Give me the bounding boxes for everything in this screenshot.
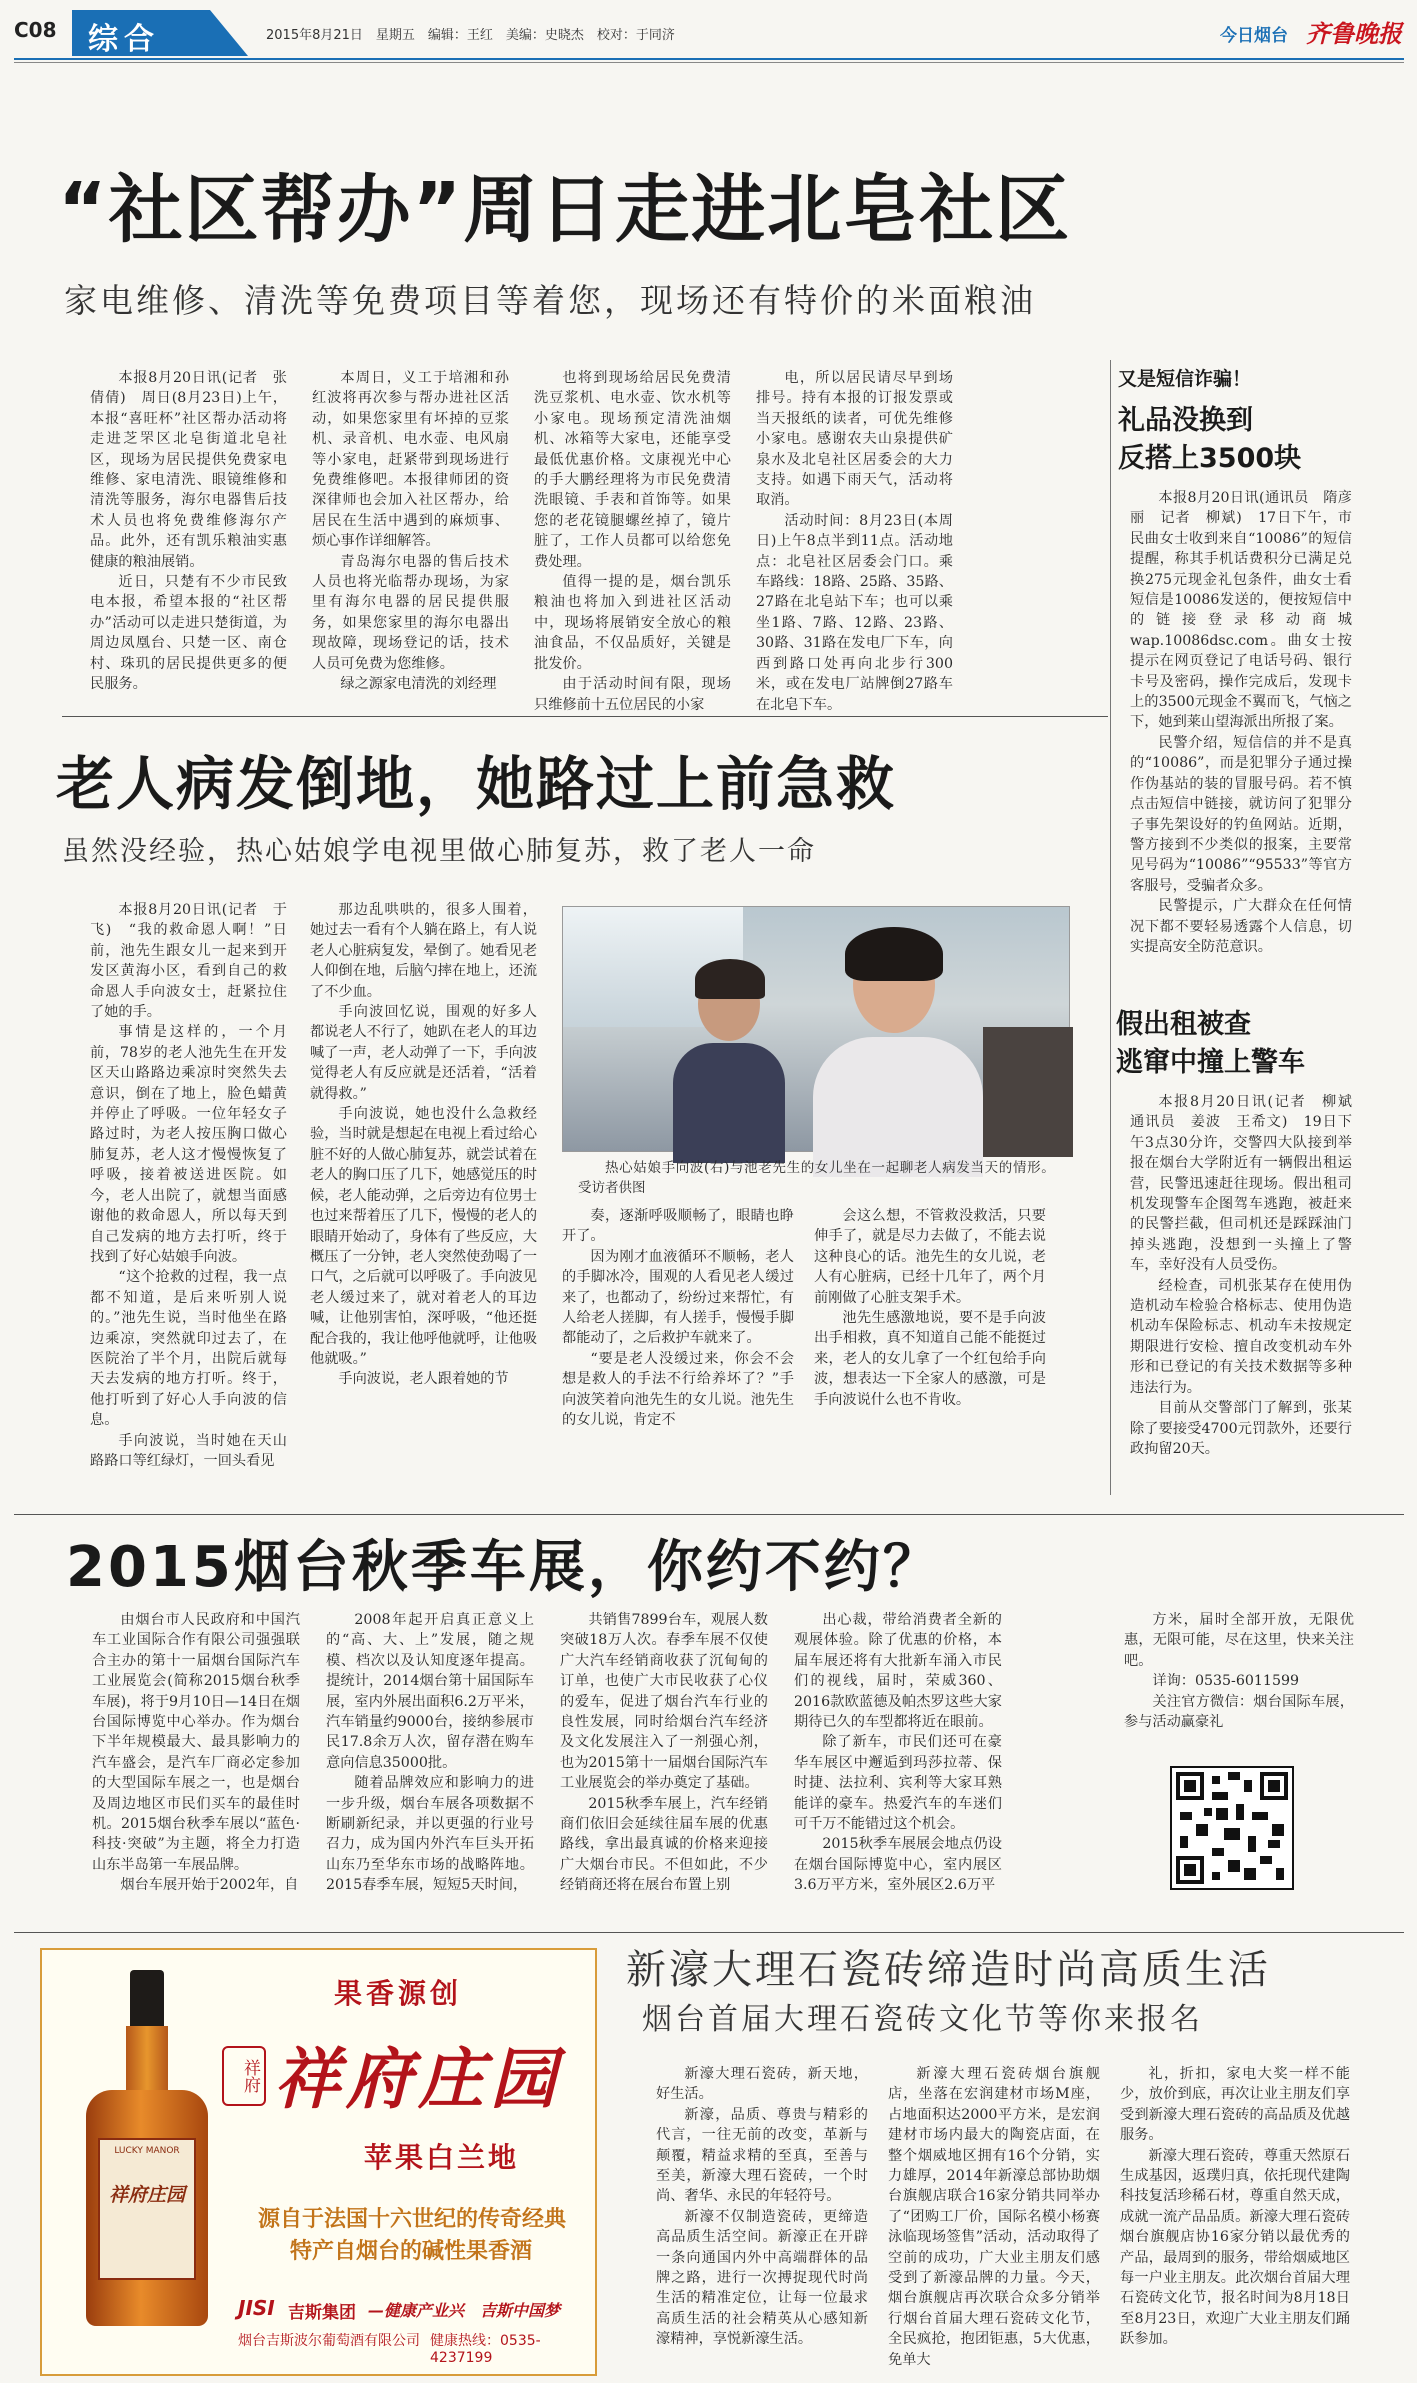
article1-col3: 也将到现场给居民免费清洗豆浆机、电水壶、饮水机等小家电。现场预定清洗油烟机、冰箱等大家电，还能享受最低优惠价格。文康视光中心的手大鹏经理将为市民免费清洗眼镜、手表和首饰等。如果您的老花镜腿螺丝掉了，镜片脏了，工作人员都可以给您免费处理。 值得一提的是，烟台凯乐粮油也将加入到进社区活动中，现场将展销安全放心的粮油食品，不仅品质好，关键是批发价。 由于活动时间有限，现场只维修前十五位居民的小家 (534, 370, 731, 713)
sidebar1-text: 本报8月20日讯(通讯员 隋彦丽 记者 柳斌) 17日下午，市民曲女士收到来自“10086”的短信提醒，称其手机话费积分已满足兑换275元现金礼包条件，曲女士看短信是10086发送的，便按短信中的链接登录移动商城wap.10086dsc.com。曲女士按提示在网页登记了电话号码、银行卡号及密码，操作完成后，发现卡上的3500元现金不翼而飞，气恼之下，她到莱山望海派出所报了案。 民警介绍，短信信的并不是真的“10086”，而是犯罪分子通过操作伪基站的装的冒服号码。若不慎点击短信中链接，就访问了犯罪分子事先架设好的钓鱼网站。近期，警方接到不少类似的报案，主要常见号码为“10086”“95533”等官方客服号，受骗者众多。 民警提示，广大群众在任何情况下都不要轻易透露个人信息，切实提高安全防范意识。 (1130, 490, 1352, 955)
sidebar2-title-2: 逃窜中撞上警车 (1116, 1047, 1305, 1078)
ad-bottle (72, 1970, 222, 2326)
article4-subtitle: 烟台首届大理石瓷砖文化节等你来报名 (642, 2002, 1203, 2037)
article2-subtitle: 虽然没经验，热心姑娘学电视里做心肺复苏，救了老人一命 (62, 836, 816, 867)
section-title: 综合 (88, 22, 160, 57)
ad-company: 吉斯集团 (288, 2303, 356, 2323)
header-rule (14, 58, 1404, 60)
article3-col1: 由烟台市人民政府和中国汽车工业国际合作有限公司强强联合主办的第十一届烟台国际汽车工业展览会(简称2015烟台秋季车展)，将于9月10日—14日在烟台国际博览中心举办。作为烟台下半年规模最大、最具影响力的汽车盛会，是汽车厂商必定参加的大型国际车展之一，也是烟台及周边地区市民们买车的最佳时机。2015烟台秋季车展以“蓝色·科技·突破”为主题，将全力打造山东半岛第一车展品牌。 烟台车展开始于2002年，自 (92, 1612, 300, 1894)
article3-col2: 2008年起开启真正意义上的“高、大、上”发展，随之规模、档次以及认知度逐年提高。提统计，2014烟台第十届国际车展，室内外展出面积6.2万平米，汽车销量约9000台，接纳参展市民17.8余万人次，留存潜在购车意向信息35000批。 随着品牌效应和影响力的进一步升级，烟台车展各项数据不断刷新纪录，并以更强的行业号召力，成为国内外汽车巨头开拓山东乃至华东市场的战略阵地。2015春季车展，短短5天时间， (326, 1612, 534, 1894)
article2-col1: 本报8月20日讯(记者 于飞) “我的救命恩人啊！”日前，池先生跟女儿一起来到开发区黄海小区，看到自己的救命恩人手向波女士，赶紧拉住了她的手。 事情是这样的，一个月前，78岁的老人池先生在开发区天山路路边乘凉时突然失去意识，倒在了地上，脸色蜡黄并停止了呼吸。一位年轻女子路过时，为老人按压胸口做心肺复苏，老人这才慢慢恢复了呼吸，接着被送进医院。如今，老人出院了，就想当面感谢他的救命恩人，所以每天到自己发病的地方去打听，终于找到了好心姑娘手向波。 “这个抢救的过程，我一点都不知道，是后来听别人说的。”池先生说，当时他坐在路边乘凉，突然就印过去了，在医院治了半个月，出院后就每天去发病的地方打听。终于，他打听到了好心人手向波的信息。 手向波说，当时她在天山路路口等红绿灯，一回头看见 (90, 902, 287, 1469)
brand-logo: 齐鲁晚报 (1306, 19, 1402, 48)
article3-title: 2015烟台秋季车展，你约不约？ (66, 1535, 942, 1600)
article4-col1: 新濠大理石瓷砖，新天地，好生活。 新濠，品质、尊贵与精彩的代言，一往无前的改变，革新与颠覆，精益求精的至真，至善与至美，新濠大理石瓷砖，一个时尚、奢华、永民的年轻符号。 新濠不仅制造瓷砖，更缔造高品质生活空间。新濠正在开辟一条向通国内外中高端群体的品牌之路，进行一次搏捉现代时尚生活的精准定位，让每一位最求高质生活的社会精英从心感知新濠精神，享悦新濠生活。 (656, 2066, 868, 2348)
channel-label: 今日烟台 (1220, 26, 1288, 46)
article2-title: 老人病发倒地，她路过上前急救 (56, 750, 897, 818)
article2-col4: 会这么想，不管救没救活，只要伸手了，就是尽力去做了，不能去说这种良心的话。池先生的女儿说，老人有心脏病，已经十几年了，两个月前刚做了心脏支架手术。 池先生感激地说，要不是手向波出手相救，真不知道自己能不能挺过来，老人的女儿拿了一个红包给手向波，想表达一下全家人的感激，可是手向波说什么也不肯收。 (814, 1208, 1046, 1408)
article1-col2: 本周日，义工于培湘和孙红波将再次参与帮办进社区活动，如果您家里有坏掉的豆浆机、录音机、电水壶、电风扇等小家电，赶紧带到现场进行免费维修吧。本报律师团的资深律师也会加入社区帮办，给居民在生活中遇到的麻烦事、烦心事作详细解答。 青岛海尔电器的售后技术人员也将光临帮办现场，为家里有海尔电器的居民提供服务，如果您家里的海尔电器出现故障，现场登记的话，技术人员可免费为您维修。 绿之源家电清洗的刘经理 (312, 370, 509, 693)
ad-logo-text: 祥府庄园 (274, 2040, 562, 2118)
qr-code (1170, 1766, 1294, 1890)
ad-slogan-1: 源自于法国十六世纪的传奇经典 (258, 2207, 567, 2232)
sidebar1-kicker: 又是短信诈骗！ (1118, 368, 1252, 390)
ad-bottle-name: 祥府庄园 (108, 2184, 185, 2206)
divider-a1 (62, 716, 1108, 717)
divider-a3 (14, 1932, 1404, 1933)
header-rule-thin (14, 62, 1404, 63)
ad-hotline: 健康热线：0535-4237199 (430, 2333, 541, 2366)
article4-title: 新濠大理石瓷砖缔造时尚高质生活 (626, 1947, 1271, 1993)
sidebar2-text: 本报8月20日讯(记者 柳斌 通讯员 姜波 王希文) 19日下午3点30分许，交警四大队接到举报在烟台大学附近有一辆假出租运营，民警迅速赶往现场。假出租司机发现警车企图驾车逃跑，被赶来的民警拦截，但司机还是踩踩油门掉头逃跑，没想到一头撞上了警车，幸好没有人员受伤。 经检查，司机张某存在使用伪造机动车检验合格标志、使用伪造机动车保险标志、机动车未按规定期限进行安检、擅自改变机动车外形和已登记的有关技术数据等多种违法行为。 目前从交警部门了解到，张某除了要接受4700元罚款外，还要行政拘留20天。 (1130, 1094, 1367, 1457)
page-number: C08 (14, 18, 57, 42)
ad-product: 苹果白兰地 (364, 2141, 520, 2174)
ad-slogan-2: 特产自烟台的碱性果香酒 (290, 2239, 533, 2264)
sidebar1-title-2: 反搭上3500块 (1118, 443, 1302, 474)
ad-seal: 祥府 (222, 2046, 266, 2106)
header-meta: 2015年8月21日 星期五 编辑：王红 美编：史晓杰 校对：于同济 (266, 28, 675, 43)
ad-bottle-label: LUCKY MANOR (114, 2146, 180, 2156)
divider-a2 (14, 1514, 1404, 1515)
article1-col1: 本报8月20日讯(记者 张倩倩) 周日(8月23日)上午，本报“喜旺杯”社区帮办活动将走进芝罘区北皂街道北皂社区，现场为居民提供免费家电维修、家电清洗、眼镜维修和清洗等服务，海尔电器售后技术人员也将免费维修海尔产品。此外，还有凯乐粮油实惠健康的粮油展销。 近日，只楚有不少市民致电本报，希望本报的“社区帮办”活动可以走进只楚街道，为周边凤凰台、只楚一区、南仓村、珠玑的居民提供更多的便民服务。 (90, 370, 287, 693)
article3-col4: 出心裁，带给消费者全新的观展体验。除了优惠的价格，本届车展还将有大批新车涌入市民们的视线，届时，荣威360、2016款欧蓝德及帕杰罗这些大家期待已久的车型都将近在眼前。 除了新车，市民们还可在豪华车展区中邂逅到玛莎拉蒂、保时捷、法拉利、宾利等大家耳熟能详的豪车。热爱汽车的车迷们可千万不能错过这个机会。 2015秋季车展展会地点仍设在烟台国际博览中心，室内展区3.6万平方米，室外展区2.6万平 (794, 1612, 1002, 1894)
photo-person-left-icon (673, 967, 783, 1167)
article1-title: “社区帮办”周日走进北皂社区 (58, 167, 1072, 253)
article1-col4: 电，所以居民请尽早到场排号。持有本报的订报发票或当天报纸的读者，可优先维修小家电。感谢农夫山泉提供矿泉水及北皂社区居委会的大力支持。如遇下雨天气，活动将取消。 活动时间：8月23日(本周日)上午8点半到11点。活动地点：北皂社区居委会门口。乘车路线：18路、25路、35路、27路在北皂站下车；也可以乘坐1路、7路、12路、23路、30路、31路在发电厂下车，向西到路口处再向北步行300米，或在发电厂站牌倒27路车在北皂下车。 (756, 370, 953, 713)
sidebar-rule (1110, 360, 1111, 1495)
photo-chair-icon (983, 1027, 1073, 1157)
qr-pattern-icon (1172, 1768, 1292, 1888)
ad-jisi-logo: JISI (238, 2296, 275, 2320)
sidebar2-title-1: 假出租被查 (1116, 1009, 1251, 1040)
ad-company-slogan: —健康产业兴 吉斯中国梦 (368, 2301, 561, 2320)
section-tab-notch (210, 10, 248, 56)
article3-col3: 共销售7899台车，观展人数突破18万人次。春季车展不仅使广大汽车经销商收获了沉甸甸的订单，也使广大市民收获了心仪的爱车，促进了烟台汽车行业的良性发展，同时给烟台汽车经济及文化发展注入了一剂强心剂，也为2015第十一届烟台国际汽车工业展览会的举办奠定了基础。 2015秋季车展上，汽车经销商们依旧会延续往届车展的优惠路线，拿出最真诚的价格来迎接广大烟台市民。不但如此，不少经销商还将在展台布置上别 (560, 1612, 768, 1894)
article2-col3: 奏，逐渐呼吸顺畅了，眼睛也睁开了。 因为刚才血液循环不顺畅，老人的手脚冰冷，围观的人看见老人缓过来了，也都动了，纷纷过来帮忙，有人给老人搓脚，有人搓手，慢慢手脚都能动了，之后救护车就来了。 “要是老人没缓过来，你会不会想是救人的手法不行给养坏了？”手向波笑着向池先生的女儿说。池先生的女儿说，肯定不 (562, 1208, 794, 1429)
photo-person-right-icon (803, 937, 983, 1167)
ad-brand: 果香源创 (334, 1977, 463, 2010)
article2-photo (562, 906, 1070, 1152)
article3-col5: 方米，届时全部开放，无限优惠，无限可能，尽在这里，快来关注吧。 详询：0535-6011599 关注官方微信：烟台国际车展，参与活动赢豪礼 (1124, 1612, 1354, 1731)
article4-col3: 礼，折扣，家电大奖一样不能少，放价到底，再次让业主朋友们享受到新濠大理石瓷砖的高品质及优越服务。 新濠大理石瓷砖，尊重天然原石生成基因，返璞归真，依托现代建陶科技复活珍稀石材，尊重自然天成，成就一流产品品质。新濠大理石瓷砖烟台旗舰店协16家分销以最优秀的产品，最周到的服务，带给烟威地区每一户业主朋友。此次烟台首届大理石瓷砖文化节，报名时间为8月18日至8月23日，欢迎广大业主朋友们踊跃参加。 (1120, 2066, 1350, 2348)
article2-col2: 那边乱哄哄的，很多人围着，她过去一看有个人躺在路上，有人说老人心脏病复发，晕倒了。她看见老人仰倒在地，后脑勺摔在地上，还流了不少血。 手向波回忆说，围观的好多人都说老人不行了，她趴在老人的耳边喊了一声，老人动弹了一下，手向波觉得老人有反应就是还活着，“活着就得救。” 手向波说，她也没什么急救经验，当时就是想起在电视上看过给心脏不好的人做心肺复苏，就尝试着在老人的胸口压了几下，她感觉压的时候，老人能动弹，之后旁边有位男士也过来帮着压了几下，慢慢的老人的眼睛开始动了，身体有了些反应，大概压了一分钟，老人突然使劲喝了一口气，之后就可以呼吸了。手向波见老人缓过来了，就对着老人的耳边喊，让他别害怕，深呼吸，“他还挺配合我的，我让他呼他就呼，让他吸他就吸。” 手向波说，老人跟着她的节 (310, 902, 538, 1388)
ad-panel (40, 1948, 597, 2376)
article1-subtitle: 家电维修、清洗等免费项目等着您，现场还有特价的米面粮油 (64, 281, 1036, 320)
sidebar1-title-1: 礼品没换到 (1118, 405, 1253, 436)
article2-photo-caption: 热心姑娘手向波(右)与池老先生的女儿坐在一起聊老人病发当天的情形。 受访者供图 (578, 1160, 1062, 1196)
ad-company-full: 烟台吉斯波尔葡萄酒有限公司 (238, 2333, 420, 2349)
article4-col2: 新濠大理石瓷砖烟台旗舰店，坐落在宏润建材市场M座，占地面积达2000平方米，是宏润建材市场内最大的陶瓷店面，在整个烟威地区拥有16个分销，实力雄厚，2014年新濠总部协助烟台旗舰店联合16家分销共同举办了“团购工厂价，国际名模小杨赛泳临现场签售”活动，活动取得了空前的成功，广大业主朋友们感受到了新濠品牌的力量。今天，烟台旗舰店再次联合众多分销举行烟台首届大理石瓷砖文化节，全民疯抢，抱团钜惠，5大优惠，免单大 (888, 2066, 1100, 2368)
